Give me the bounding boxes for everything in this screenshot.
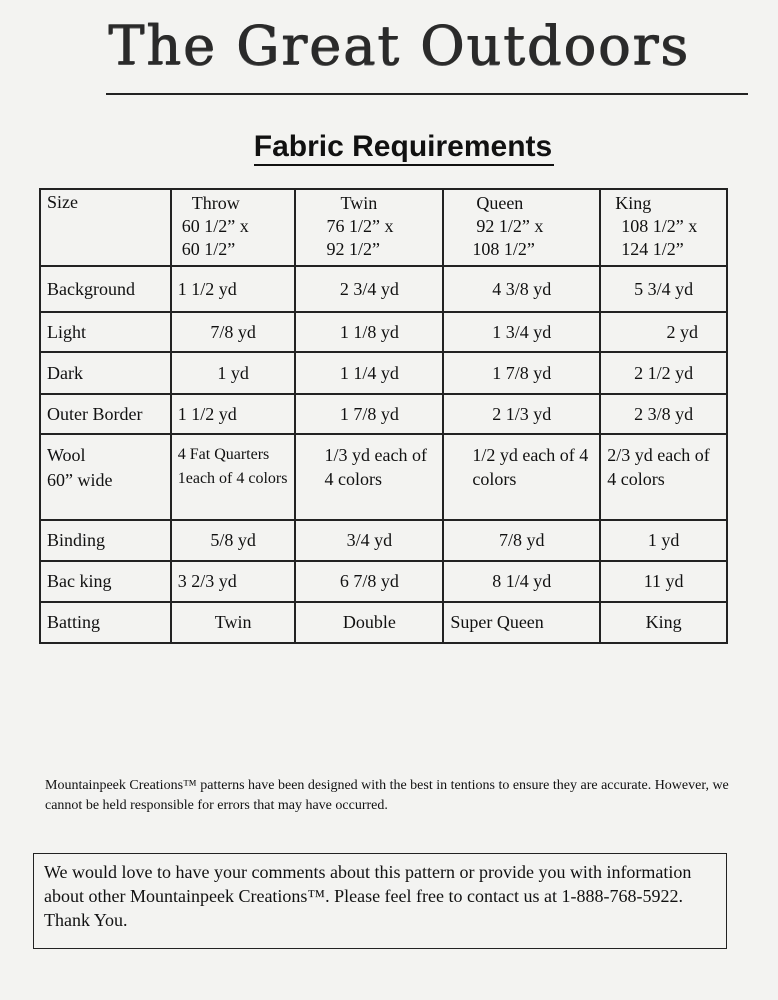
size-name: King	[615, 193, 652, 213]
cell-twin: 2 3/4 yd	[295, 266, 443, 312]
cell-twin: 1/3 yd each of 4 colors	[295, 434, 443, 520]
header-corner: Size	[40, 189, 171, 266]
size-dims: 60 1/2”	[181, 239, 236, 259]
size-dims: 92 1/2”	[326, 239, 380, 259]
contact-box: We would love to have your comments about this pattern or provide you with information about other Mountainpeek Creations™. Please feel free to contact us at 1-888-768-5922. Thank You.	[33, 853, 727, 949]
table-row	[40, 352, 727, 394]
cell-king: 5 3/4 yd	[600, 266, 727, 312]
table-row	[40, 434, 727, 520]
row-label: Batting	[40, 602, 171, 643]
cell-king: King	[600, 602, 727, 643]
cell-king: 2 yd	[600, 312, 727, 352]
cell-throw: 1 1/2 yd	[171, 394, 296, 434]
heading-wrap	[0, 130, 778, 166]
header-size-twin	[295, 189, 443, 266]
cell-queen: Super Queen	[443, 602, 600, 643]
cell-throw: 1 yd	[171, 352, 296, 394]
row-label: Light	[40, 312, 171, 352]
table-row	[40, 266, 727, 312]
header-size-queen	[443, 189, 600, 266]
cell-queen: 2 1/3 yd	[443, 394, 600, 434]
size-dims: 92 1/2” x	[476, 216, 544, 236]
row-label: Bac king	[40, 561, 171, 602]
table-row	[40, 602, 727, 643]
row-label-wool	[40, 434, 171, 520]
row-label-line: 60” wide	[47, 470, 113, 490]
row-label: Dark	[40, 352, 171, 394]
header-size-king	[600, 189, 727, 266]
cell-queen: 1 7/8 yd	[443, 352, 600, 394]
size-dims: 108 1/2” x	[621, 216, 698, 236]
cell-queen: 8 1/4 yd	[443, 561, 600, 602]
page-heading: Fabric Requirements	[254, 130, 554, 166]
disclaimer-text: Mountainpeek Creations™ patterns have been designed with the best in tentions to ensure they are accurate. However, we cannot be held responsible for errors that may have occurred.	[45, 778, 729, 813]
table-header-row	[40, 189, 727, 266]
cell-throw: 3 2/3 yd	[171, 561, 296, 602]
cell-king: 2 1/2 yd	[600, 352, 727, 394]
cell-throw: Twin	[171, 602, 296, 643]
cell-king: 2/3 yd each of 4 colors	[600, 434, 727, 520]
cell-throw: 7/8 yd	[171, 312, 296, 352]
cell-queen: 4 3/8 yd	[443, 266, 600, 312]
header-size-throw	[171, 189, 296, 266]
table-row	[40, 561, 727, 602]
table-row	[40, 312, 727, 352]
row-label-line: Wool	[47, 445, 86, 465]
size-dims: 124 1/2”	[621, 239, 684, 259]
cell-throw: 1 1/2 yd	[171, 266, 296, 312]
size-name: Twin	[340, 193, 378, 213]
row-label: Background	[40, 266, 171, 312]
row-label: Binding	[40, 520, 171, 561]
cell-twin: 1 7/8 yd	[295, 394, 443, 434]
cell-twin: 1 1/8 yd	[295, 312, 443, 352]
size-dims: 76 1/2” x	[326, 216, 394, 236]
cell-twin: 3/4 yd	[295, 520, 443, 561]
table-row	[40, 520, 727, 561]
cell-throw: 4 Fat Quarters 1each of 4 colors	[171, 434, 296, 520]
cell-twin: 1 1/4 yd	[295, 352, 443, 394]
cell-throw: 5/8 yd	[171, 520, 296, 561]
cell-king: 11 yd	[600, 561, 727, 602]
cell-queen: 1 3/4 yd	[443, 312, 600, 352]
fabric-requirements-table	[39, 188, 728, 644]
size-dims: 108 1/2”	[472, 239, 535, 259]
size-name: Queen	[476, 193, 524, 213]
size-name: Throw	[191, 193, 240, 213]
row-label: Outer Border	[40, 394, 171, 434]
cell-king: 2 3/8 yd	[600, 394, 727, 434]
cell-twin: 6 7/8 yd	[295, 561, 443, 602]
brand-underline	[106, 93, 748, 95]
cell-queen: 7/8 yd	[443, 520, 600, 561]
table-row	[40, 394, 727, 434]
size-dims: 60 1/2” x	[181, 216, 249, 236]
cell-king: 1 yd	[600, 520, 727, 561]
brand-title: The Great Outdoors	[108, 14, 690, 77]
cell-queen: 1/2 yd each of 4 colors	[443, 434, 600, 520]
cell-twin: Double	[295, 602, 443, 643]
